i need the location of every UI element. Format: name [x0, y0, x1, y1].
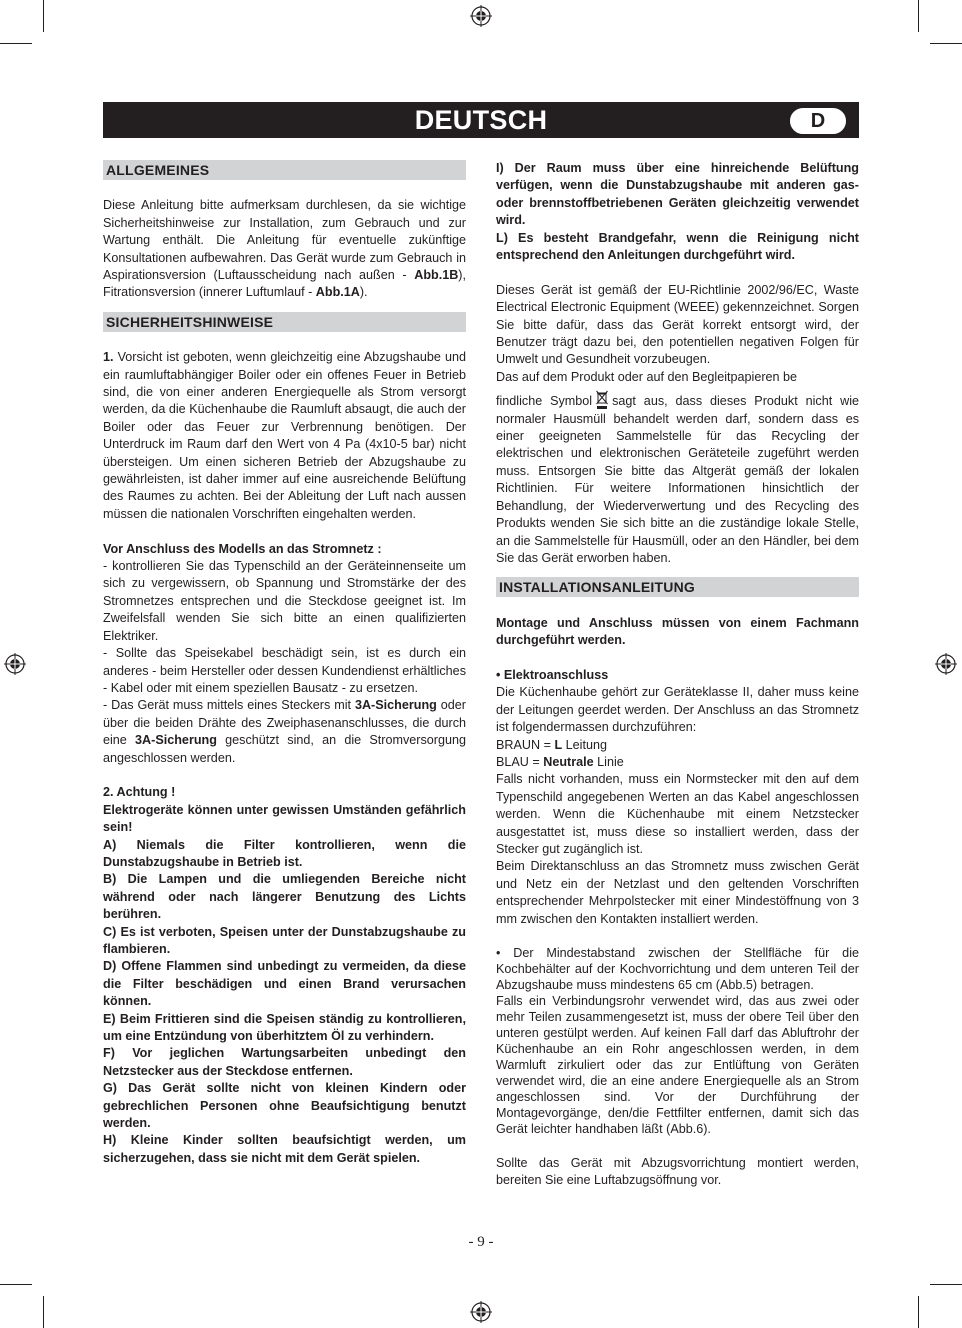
- elektro-title: • Elektroanschluss: [496, 667, 609, 682]
- achtung-subtitle: Elektrogeräte können unter gewissen Umständen gefährlich sein!: [103, 802, 466, 835]
- section-heading-sicherheit: SICHERHEITSHINWEISE: [103, 312, 466, 332]
- allgemeines-text: Diese Anleitung bitte aufmerksam durchlesen, da sie wichtige Sicherheitshinweise zur Installation, zum Gebrauch und zur Wartung enthält. Die Anleitung für eventuelle zukünftige Konsultationen aufbewahren. Das Gerät wurde zum Gebrauch in Aspirationsversion (Luftausscheidung nach außen - Abb.1B), Fitrationsversion (innerer Luftumlauf - Abb.1A).: [103, 198, 466, 300]
- crop-mark: [930, 43, 962, 44]
- language-badge: D: [788, 106, 848, 136]
- section-heading-allgemeines: ALLGEMEINES: [103, 160, 466, 180]
- crop-mark: [43, 0, 44, 32]
- elektro-text-2: Falls nicht vorhanden, muss ein Normstecker mit den auf dem Typenschild angegebenen Werten an das Kabel angeschlossen werden. Wenn die Küchenhaube mit einem Netzstecker ausgestattet ist, muss diese so installiert werden, dass der Stecker gut zugänglich ist.: [496, 772, 859, 856]
- crop-mark: [930, 1284, 962, 1285]
- montage-text-2: Falls ein Verbindungsrohr verwendet wird, das aus zwei oder mehr Teilen zusammengesetzt ist, muss der obere Teil über den unteren gestülpt werden. Auf keinen Fall darf das Abluftrohr der Küchenhaube an ein Rohr angeschlossen werden, in dem Warmluft zirkuliert oder das zur Entlüftung von Geräten verwendet wird, die an eine andere Energiequelle als an Strom angeschlossen sind. Vor der Durchführung der Montagevorgänge, den/die Fettfilter entfernen, damit sich das Gerät leichter handhaben läßt (Abb.6).: [496, 994, 859, 1137]
- elektro-text-3: Beim Direktanschluss an das Stromnetz muss zwischen Gerät und Netz ein der Netzlast und den geltenden Vorschriften entsprechender Mehrpolstecker mit einer Mindestöffnung von 3 mm zwischen den Kontakten installiert werden.: [496, 859, 859, 926]
- montage-text-1: • Der Mindestabstand zwischen der Stellfläche für die Kochbehälter auf der Kochvorrichtung und dem unteren Teil der Abzugshaube muss mindestens 65 cm (Abb.5) betragen.: [496, 946, 859, 993]
- anschluss-item-1: - kontrollieren Sie das Typenschild an der Geräteinnenseite um sich zu vergewissern, ob Spannung und Stromstärke der des Stromnetzes entsprechen und die Steckdose geeignet ist. Im Zweifelsfall wenden Sie sich bitte an einen qualifizierten Elektriker.: [103, 559, 466, 643]
- right-column: [496, 160, 859, 1190]
- elektro-text-1: Die Küchenhaube gehört zur Geräteklasse II, daher muss keine der Leitungen geerdet werden. Der Anschluss an das Stromnetz ist folgendermassen durchzuführen:: [496, 685, 859, 735]
- anschluss-item-3: - Das Gerät muss mittels eines Steckers mit 3A-Sicherung oder über die beiden Drähte des Zweiphasenanschlusses, die durch eine 3A-Sicherung geschützt sind, an die Stromversorgung angeschlossen werden.: [103, 698, 466, 765]
- crop-mark: [918, 0, 919, 32]
- crop-mark: [918, 1296, 919, 1328]
- achtung-title: 2. Achtung !: [103, 785, 176, 800]
- montage-text-3: Sollte das Gerät mit Abzugsvorrichtung montiert werden, bereiten Sie eine Luftabzugsöffnung vor.: [496, 1155, 859, 1188]
- anschluss-item-2: - Sollte das Speisekabel beschädigt sein, ist es durch ein anderes - beim Hersteller oder dessen Kundendienst erhältliches - Kabel oder mit einem speziellen Bausatz - zu ersetzen.: [103, 646, 466, 695]
- language-banner: [103, 102, 859, 138]
- registration-mark-icon: [470, 5, 492, 27]
- warning-item: L) Es besteht Brandgefahr, wenn die Reinigung nicht entsprechend den Anleitungen durchgeführt wird.: [496, 230, 859, 263]
- wire-blau: BLAU = Neutrale Linie: [496, 754, 624, 769]
- warning-item: I) Der Raum muss über eine hinreichende Belüftung verfügen, wenn die Dunstabzugshaube mit anderen gas- oder brennstoffbetriebenen Geräten gleichzeitig verwendet wird.: [496, 161, 859, 228]
- weee-paragraph-3: findliche Symbol sagt aus, dass dieses Produkt nicht wie normaler Hausmüll behandelt werden darf, sondern dass es einer geeigneten Sammelstelle für das Recycling der elektrischen und elektronischen Geräteteile zugeführt werden muss. Entsorgen Sie bitte das Altgerät gemäß der lokalen Richtlinien. Für weitere Informationen hinsichtlich der Behandlung, der Wiederverwertung und des Recycling des Produkts wenden Sie sich bitte an die zuständige lokale Stelle, an die Sammelstelle für Hausmüll, oder an den Händler, bei dem Sie das Gerät erworben haben.: [496, 390, 859, 567]
- warning-item: C) Es ist verboten, Speisen unter der Dunstabzugshaube zu flambieren.: [103, 924, 466, 956]
- wire-braun: BRAUN = L Leitung: [496, 737, 607, 752]
- weee-paragraph-2: Das auf dem Produkt oder auf den Begleitpapieren be: [496, 369, 798, 384]
- registration-mark-icon: [470, 1301, 492, 1323]
- warning-item: H) Kleine Kinder sollten beaufsichtigt werden, um sicherzugehen, dass sie nicht mit dem Gerät spielen.: [103, 1133, 466, 1165]
- warning-item: A) Niemals die Filter kontrollieren, wenn die Dunstabzugshaube in Betrieb ist.: [103, 837, 466, 869]
- crop-mark: [43, 1296, 44, 1328]
- left-column: [103, 160, 466, 1167]
- installation-intro: Montage und Anschluss müssen von einem Fachmann durchgeführt werden.: [496, 615, 859, 648]
- warning-item: D) Offene Flammen sind unbedingt zu vermeiden, da diese die Filter beschädigen und einen Brand verursachen können.: [103, 959, 466, 1009]
- registration-mark-icon: [935, 653, 957, 675]
- page-title: DEUTSCH: [414, 105, 548, 135]
- anschluss-title: Vor Anschluss des Modells an das Stromnetz :: [103, 541, 382, 556]
- crossed-bin-icon: [596, 390, 608, 410]
- weee-paragraph-1: Dieses Gerät ist gemäß der EU-Richtlinie 2002/96/EC, Waste Electrical Electronic Equipment (WEEE) gekennzeichnet. Sorgen Sie bitte dafür, dass das Gerät korrekt entsorgt wird, der Benutzer trägt dazu bei, den potentiellen negativen Folgen für Umwelt und Gesundheit vorzubeugen.: [496, 282, 859, 367]
- warning-item: E) Beim Frittieren sind die Speisen ständig zu kontrollieren, um eine Entzündung von überhitztem Öl zu verhindern.: [103, 1011, 466, 1044]
- crop-mark: [0, 43, 32, 44]
- safety-paragraph-1: 1. Vorsicht ist geboten, wenn gleichzeitig eine Abzugshaube und ein raumluftabhängiger Boiler oder ein offenes Feuer in Betrieb sind, die von einer anderen Energiequelle als Strom versorgt werden, da die Küchenhaube die Raumluft absaugt, die auch der Boiler oder das Feuer zur Verbrennung benötigen. Der Unterdruck im Raum darf den Wert von 4 Pa (4x10-5 bar) nicht übersteigen. Um einen sicheren Betrieb der Abzugshaube zu gewährleisten, ist daher immer auf eine ausreichende Belüftung des Raumes zu achten. Bei der Ableitung der Luft nach aussen müssen die nationalen Vorschriften eingehalten werden.: [103, 350, 466, 521]
- registration-mark-icon: [4, 653, 26, 675]
- warning-item: B) Die Lampen und die umliegenden Bereiche nicht während oder nach längerer Benutzung des Lichts berühren.: [103, 872, 466, 922]
- warning-item: G) Das Gerät sollte nicht von kleinen Kindern oder gebrechlichen Personen ohne Beaufsichtigung benutzt werden.: [103, 1081, 466, 1131]
- crop-mark: [0, 1284, 32, 1285]
- section-heading-installation: INSTALLATIONSANLEITUNG: [496, 577, 859, 597]
- warning-item: F) Vor jeglichen Wartungsarbeiten unbedingt den Netzstecker aus der Steckdose entfernen.: [103, 1046, 466, 1078]
- page-number: - 9 -: [468, 1234, 494, 1250]
